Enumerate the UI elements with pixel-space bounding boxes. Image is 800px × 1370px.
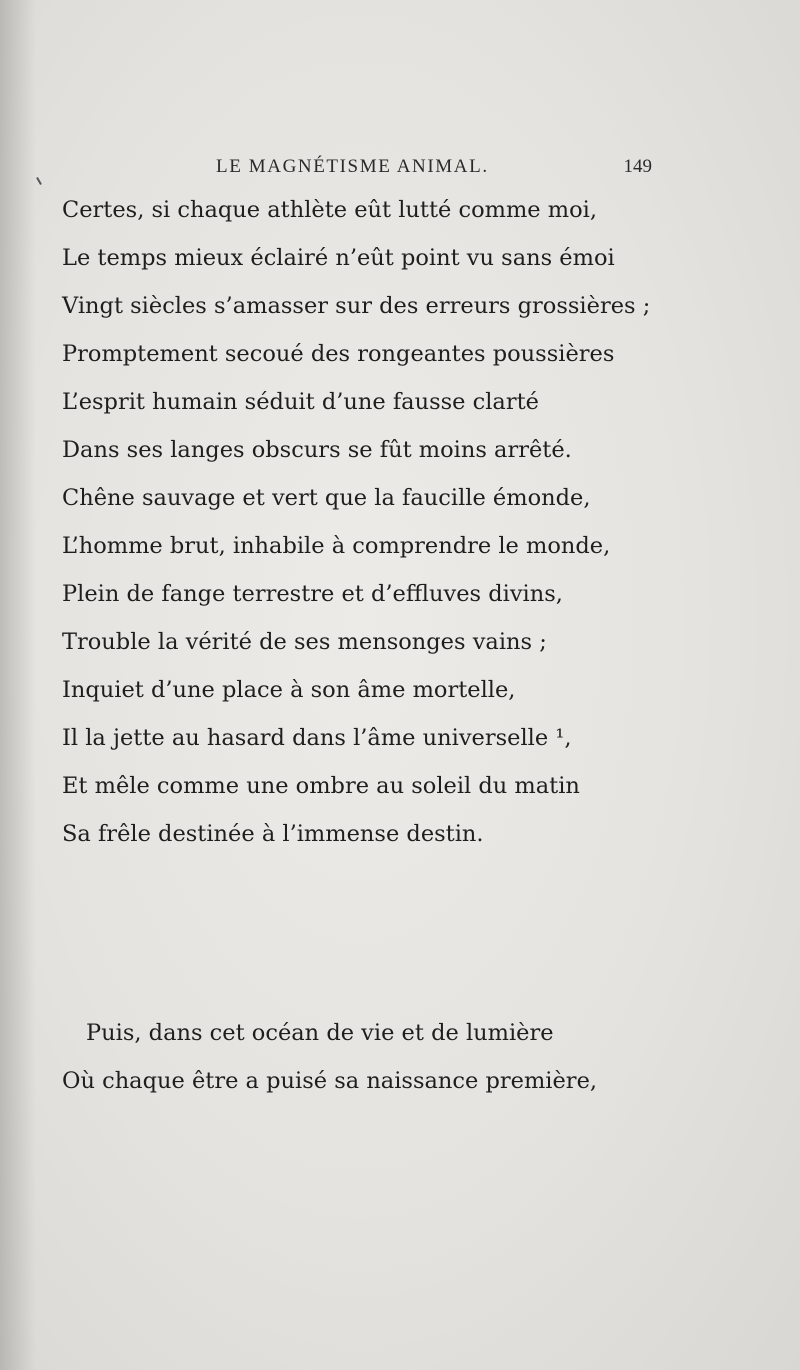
verse-line: Le temps mieux éclairé n’eût point vu sans émoi [62, 245, 615, 271]
verse-line: Chêne sauvage et vert que la faucille émonde, [62, 485, 591, 511]
verse-line: L’homme brut, inhabile à comprendre le monde, [62, 533, 611, 559]
verse-line: Et mêle comme une ombre au soleil du matin [62, 773, 580, 799]
margin-mark [36, 177, 42, 185]
running-head-title: LE MAGNÉTISME ANIMAL. [216, 156, 489, 177]
page-number: 149 [623, 156, 652, 177]
verse-line: Puis, dans cet océan de vie et de lumière [86, 1020, 554, 1046]
verse-line: Où chaque être a puisé sa naissance première, [62, 1068, 598, 1094]
verse-line: Plein de fange terrestre et d’effluves divins, [62, 581, 563, 607]
verse-line: Vingt siècles s’amasser sur des erreurs grossières ; [62, 293, 651, 319]
verse-line: Dans ses langes obscurs se fût moins arrêté. [62, 437, 572, 463]
page-header [216, 156, 652, 186]
verse-line: Sa frêle destinée à l’immense destin. [62, 821, 484, 847]
verse-line: Il la jette au hasard dans l’âme universelle ¹, [62, 725, 572, 751]
verse-line: Inquiet d’une place à son âme mortelle, [62, 677, 516, 703]
verse-line: Trouble la vérité de ses mensonges vains ; [62, 629, 547, 655]
verse-line: Certes, si chaque athlète eût lutté comme moi, [62, 197, 597, 223]
verse-line: Promptement secoué des rongeantes poussières [62, 341, 615, 367]
verse-line: L’esprit humain séduit d’une fausse clarté [62, 389, 539, 415]
